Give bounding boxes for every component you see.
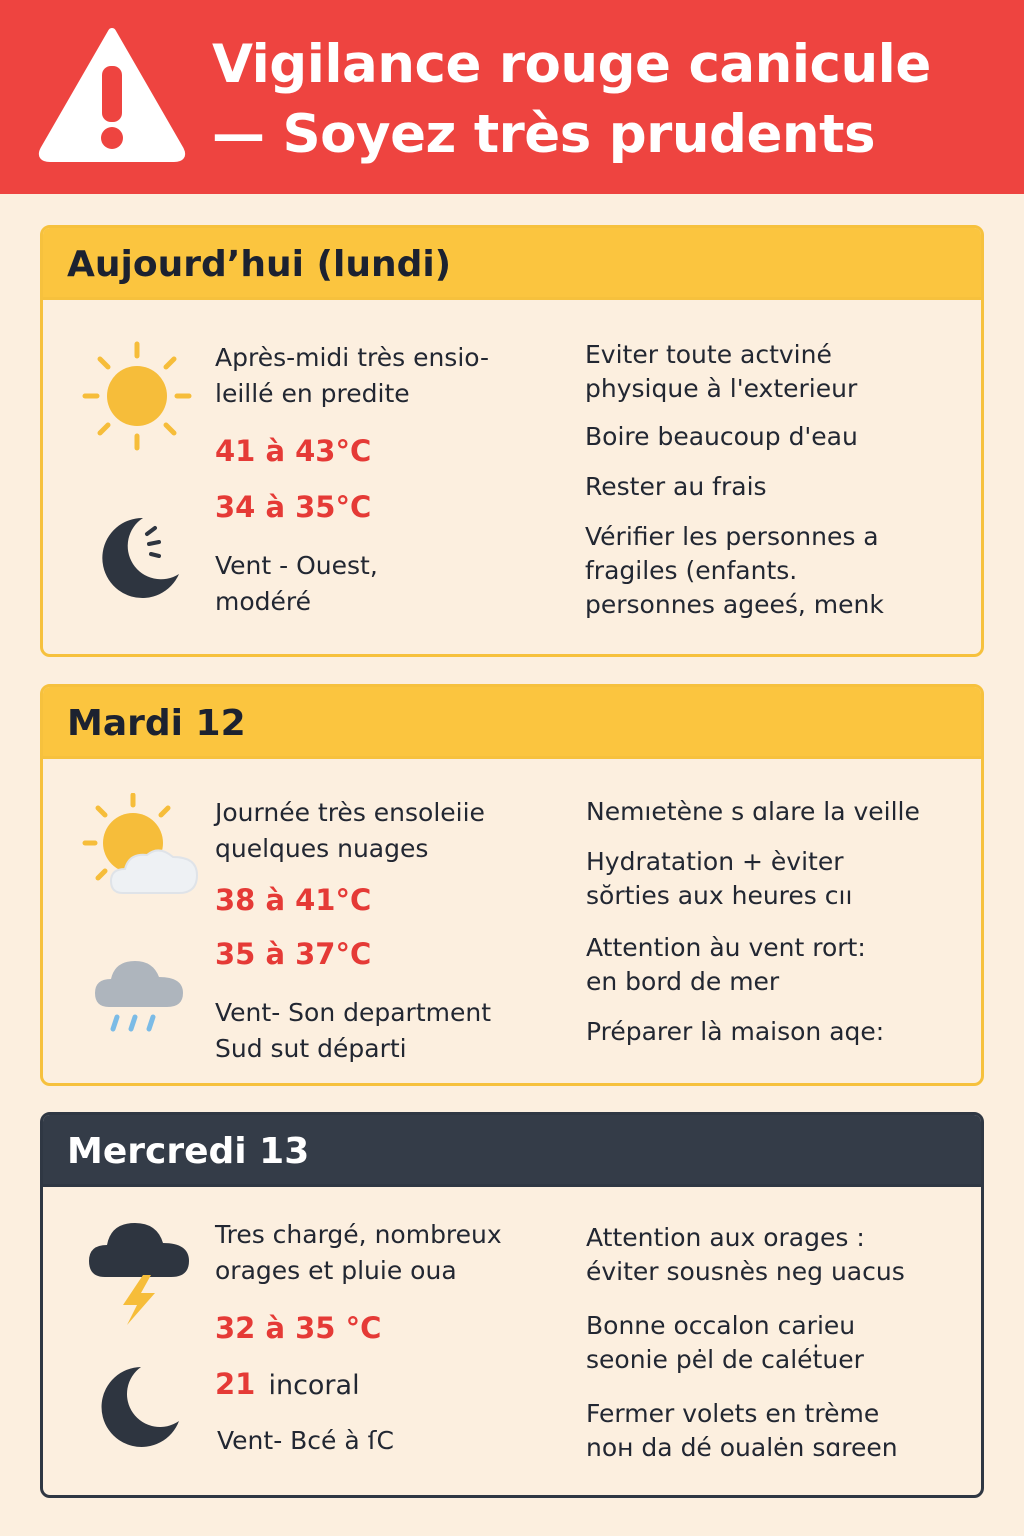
weather-description: Tres chargé, nombreux orages et pluie oua (215, 1220, 502, 1285)
title-line-2: — Soyez très prudents (212, 104, 876, 165)
day-card-title: Mardi 12 (43, 687, 981, 759)
advice-item: Hydratation + èviter sŏrties aux heures cıı (586, 847, 853, 910)
temperature-day: 38 à 41°C (215, 883, 372, 917)
day-card-title: Mercredi 13 (43, 1115, 981, 1187)
day-card-title: Aujourd’hui (lundi) (43, 228, 981, 300)
advice-item: Nemıetène s ɑlare la veille (586, 797, 920, 826)
temperature-day: 32 à 35 °C (215, 1311, 382, 1345)
day-card-mercredi (40, 1112, 984, 1498)
warning-triangle-icon (38, 26, 186, 162)
storm-cloud-icon (85, 1213, 193, 1325)
advice-item: Eviter toute actviné physique à l'exterieur (585, 340, 858, 403)
advice-item: Bonne occalon carieu seonie pėl de caléṫuer (586, 1311, 864, 1374)
weather-description: Après-midi très ensio- leillé en predite (215, 343, 490, 408)
temperature-day: 41 à 43°C (215, 434, 372, 468)
rain-cloud-icon (91, 953, 187, 1037)
advice-item: Fermer volets en trème noн da dé oualėn sɑreen (586, 1399, 898, 1462)
advice-item: Rester au frais (585, 472, 767, 501)
weather-description: Journée très ensoleiie quelques nuages (215, 798, 485, 863)
temperature-night: 21 incoral (215, 1367, 360, 1401)
day-card-today (40, 225, 984, 657)
alert-banner (0, 0, 1024, 194)
wind-info: Vent- Son department Sud sut départi (215, 998, 492, 1063)
advice-item: Vérifier les personnes a fragiles (enfants. personnes ageeś, menk (585, 522, 884, 619)
moon-icon (99, 512, 185, 602)
wind-info: Vent- Bcé à ſC (217, 1426, 394, 1455)
advice-item: Préparer là maison aqe: (586, 1017, 885, 1046)
page-title (212, 30, 1012, 170)
advice-item: Attention àu vent rort: en bord de mer (586, 933, 866, 996)
day-card-mardi (40, 684, 984, 1086)
title-line-1: Vigilance rouge canicule (212, 34, 931, 95)
sun-cloud-icon (79, 793, 201, 903)
sun-icon (81, 340, 193, 452)
temperature-night: 35 à 37°C (215, 937, 372, 971)
moon-icon (99, 1363, 183, 1449)
wind-info: Vent - Ouest, modéré (215, 551, 378, 616)
advice-item: Attention aux orages : éviter sousnès neg uacus (586, 1223, 905, 1286)
advice-item: Boire beaucoup d'eau (585, 422, 858, 451)
temperature-night: 34 à 35°C (215, 490, 372, 524)
